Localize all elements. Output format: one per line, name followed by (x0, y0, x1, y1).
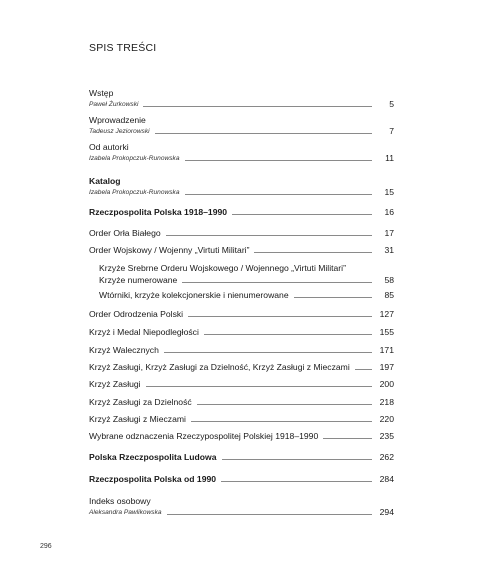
leader-line (182, 282, 372, 283)
toc-entry-title: Polska Rzeczpospolita Ludowa (89, 451, 220, 463)
toc-entry-title: Order Orła Białego (89, 227, 164, 239)
toc-entry-page-number: 127 (379, 309, 394, 319)
leader-line (355, 369, 372, 370)
toc-entry-subtitle: Krzyże numerowane (99, 274, 180, 286)
toc-entry-title: Krzyż Zasługi (89, 378, 144, 390)
leader-line (221, 481, 372, 482)
leader-line (254, 252, 372, 253)
toc-entry (89, 227, 394, 239)
toc-entry-page-number: 220 (379, 414, 394, 424)
toc-entry-page-number: 200 (379, 379, 394, 389)
toc-entry-page-number: 15 (384, 187, 394, 197)
toc-entry-title: Rzeczpospolita Polska od 1990 (89, 473, 219, 485)
toc-entry-title: Indeks osobowy (89, 495, 154, 507)
toc-entry (89, 396, 394, 408)
toc-entry-title: Krzyż Zasługi za Dzielność (89, 396, 195, 408)
leader-line (191, 421, 372, 422)
toc-entry-author: Izabela Prokopczuk-Runowska (89, 187, 183, 198)
leader-line (185, 194, 372, 195)
toc-entry (89, 175, 394, 198)
toc-entry-title: Wstęp (89, 87, 116, 99)
toc-entry (89, 430, 394, 442)
toc-entry-title: Krzyż Zasługi, Krzyż Zasługi za Dzielność, Krzyż Zasługi z Mieczami (89, 361, 353, 373)
toc-entry-author: Paweł Żurkowski (89, 99, 141, 110)
toc-entry (89, 361, 394, 373)
leader-line (323, 438, 372, 439)
toc-entry (89, 244, 394, 256)
leader-line (232, 214, 372, 215)
toc-entry-page-number: 5 (389, 99, 394, 109)
toc-entry-title: Krzyż Walecznych (89, 344, 162, 356)
toc-entry-page-number: 7 (389, 126, 394, 136)
toc-entry (99, 289, 394, 301)
toc-entry-title: Wtórniki, krzyże kolekcjonerskie i nienumerowane (99, 289, 292, 301)
leader-line (197, 404, 372, 405)
toc-entry (99, 262, 394, 286)
leader-line (166, 235, 372, 236)
toc-entry (89, 114, 394, 137)
toc-entry-author: Aleksandra Pawlikowska (89, 507, 165, 518)
toc-entry-title: Krzyże Srebrne Orderu Wojskowego / Wojennego „Virtuti Militari” (99, 262, 349, 274)
toc-entry-title: Od autorki (89, 141, 132, 153)
toc-entry-page-number: 218 (379, 397, 394, 407)
leader-line (167, 514, 372, 515)
toc-entry-title: Krzyż i Medal Niepodległości (89, 326, 202, 338)
toc-entry-page-number: 171 (379, 345, 394, 355)
toc-entry-title: Order Odrodzenia Polski (89, 308, 186, 320)
leader-line (164, 352, 372, 353)
toc-entry (89, 495, 394, 518)
toc-entry-title: Wybrane odznaczenia Rzeczypospolitej Polskiej 1918–1990 (89, 430, 321, 442)
toc-entry-page-number: 17 (384, 228, 394, 238)
toc-entry (89, 326, 394, 338)
toc-entry (89, 87, 394, 110)
leader-line (146, 386, 372, 387)
toc-entry-author: Izabela Prokopczuk-Runowska (89, 153, 183, 164)
toc-entry-title: Krzyż Zasługi z Mieczami (89, 413, 189, 425)
toc-entry-page-number: 31 (384, 245, 394, 255)
toc-entry-page-number: 284 (379, 474, 394, 484)
leader-line (204, 334, 372, 335)
toc-entry (89, 308, 394, 320)
toc-entry (89, 451, 394, 463)
toc-entry-page-number: 262 (379, 452, 394, 462)
leader-line (185, 160, 372, 161)
toc-entry-page-number: 197 (379, 362, 394, 372)
toc-entry-page-number: 85 (384, 290, 394, 300)
toc-entry-author: Tadeusz Jeziorowski (89, 126, 153, 137)
toc-entry-title: Rzeczpospolita Polska 1918–1990 (89, 206, 230, 218)
leader-line (143, 106, 372, 107)
leader-line (188, 316, 372, 317)
leader-line (294, 297, 372, 298)
toc-entry-page-number: 11 (385, 153, 394, 163)
toc-heading: SPIS TREŚCI (89, 42, 157, 54)
toc-entry (89, 473, 394, 485)
toc-entry (89, 206, 394, 218)
toc-entry-title: Katalog (89, 175, 124, 187)
toc-entry-title: Order Wojskowy / Wojenny „Virtuti Militari” (89, 244, 252, 256)
leader-line (155, 133, 372, 134)
toc-entry-page-number: 155 (379, 327, 394, 337)
toc-entry (89, 413, 394, 425)
toc-entry-page-number: 235 (379, 431, 394, 441)
toc-entry (89, 141, 394, 164)
toc-entry-page-number: 58 (384, 275, 394, 285)
leader-line (222, 459, 373, 460)
toc-entry (89, 378, 394, 390)
page-number: 296 (40, 543, 52, 550)
toc-entry-page-number: 16 (384, 207, 394, 217)
toc-entry (89, 344, 394, 356)
toc-entry-title: Wprowadzenie (89, 114, 149, 126)
toc-entry-page-number: 294 (379, 507, 394, 517)
